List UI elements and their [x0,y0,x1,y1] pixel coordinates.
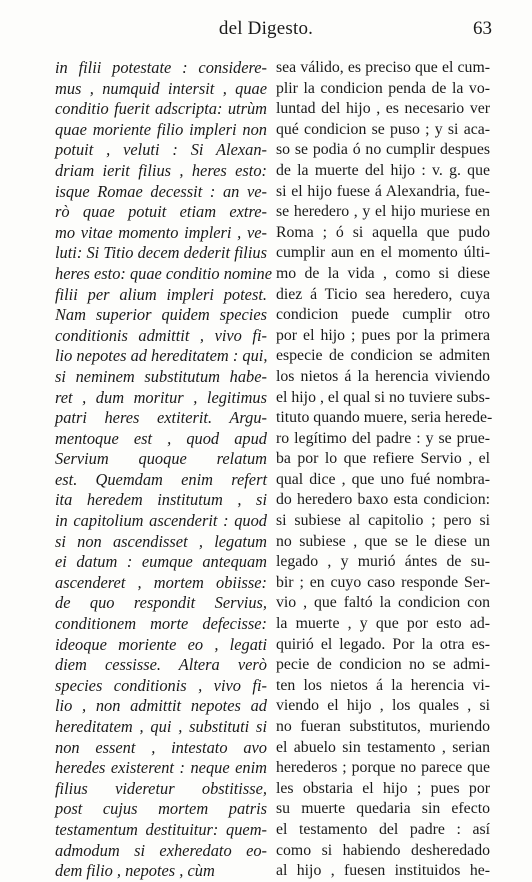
text-line: si subiese al capitolio ; pero si [276,512,490,530]
text-line: si el hijo fuese á Alexandria, fue- [276,182,490,200]
text-line: cumplir aun en el momento últi- [276,244,490,262]
text-line: in filii potestate : considere- [55,58,267,77]
text-line: isque Romae decessit : an ve- [55,181,267,201]
text-line: mo de la vida , como si diese [276,264,490,282]
text-line: mo vitae momento impleri , ve- [55,222,267,242]
text-line: ten los nietos á la herencia vi- [276,676,490,694]
text-line: quae moriente filio impleri non [55,119,267,139]
text-line: como si habiendo desheredado [276,841,490,859]
text-line: luti: Si Titio decem dederit filius [55,243,267,263]
page-header [0,18,532,44]
running-head: del Digesto. [218,18,314,39]
text-line: ba por lo que refiere Servio , el [276,450,490,468]
text-line: conditionem morte defecisse: [55,614,267,634]
text-line: los nietos á la herencia viviendo [276,367,490,385]
text-line: conditionis admittit , vivo fi- [55,325,267,345]
text-line: plir la condicion penda de la vo- [276,79,490,97]
text-line: pecie de condicion no se admi- [276,656,490,674]
text-line: dem filio , nepotes , cùm [55,861,215,881]
text-line: si neminem substitutum habe- [55,366,267,386]
text-line: lio nepotes ad hereditatem : qui, [55,346,268,366]
text-line: mus , numquid intersit , quae [55,78,267,98]
text-line: por el hijo ; pues por la primera [276,326,490,344]
text-line: qué condicion se puso ; y si aca- [276,120,490,138]
text-line: herederos ; porque no parece que [276,759,490,777]
text-line: sea válido, es preciso que el cum- [276,59,490,76]
text-line: heres esto: quae conditio nomine [55,263,272,283]
text-line: luntad del hijo , es necesario ver [276,100,490,118]
text-line: ideoque moriente eo , legati [55,634,267,654]
text-line: no fueran substitutos, muriendo [276,718,490,735]
text-line: species conditionis , vivo fi- [55,675,267,695]
text-line: do heredero baxo esta condicion: [276,491,490,509]
text-line: ita heredem institutum , si [55,490,267,510]
text-line: condicion puede cumplir otro [276,306,490,324]
text-line: especie de condicion se admiten [276,347,490,365]
text-line: conditio fuerit adscripta: utrùm [55,99,267,119]
spanish-column [276,58,493,880]
text-line: testamentum destituitur: quem- [55,819,267,839]
text-line: potuit , veluti : Si Alexan- [55,140,267,160]
text-line: post cujus mortem patris [55,799,267,819]
text-line: Nam superior quidem species [55,305,267,325]
text-line: in capitolium ascenderit : quod [55,511,267,531]
text-line: ro legítimo del padre : y se prue- [276,429,490,447]
text-line: viendo el hijo , los quales , si [276,697,490,715]
latin-column [55,58,272,881]
text-line: tituto quando muere, seria herede- [276,409,493,427]
page-number: 63 [473,18,492,39]
text-line: Servium quoque relatum [55,449,267,469]
text-line: ei datum : eumque antequam [55,552,267,572]
text-line: mentoque est , quod apud [55,428,267,448]
text-line: les obstaria el hijo ; pues por [276,779,490,797]
text-line: filii per alium impleri potest. [55,284,267,304]
text-line: hereditatem , qui , substituti si [55,717,267,736]
text-line: rò quae potuit etiam extre- [55,202,267,222]
text-line: ret , dum moritur , legitimus [55,387,267,407]
text-line: no subiese , que se le diese un [276,532,490,550]
text-line: admodum si exheredato eo- [55,840,267,860]
text-line: lio , non admittit nepotes ad [55,696,267,716]
text-line: filius videretur obstitisse, [55,778,267,798]
text-line: su muerte quedaria sin efecto [276,800,490,818]
text-line: el hijo , el qual si no tuviere subs- [276,388,490,406]
text-line: el abuelo sin testamento , serian [276,738,490,756]
text-line: patri heres extiterit. Argu- [55,408,267,428]
text-line: est. Quemdam enim refert [55,469,267,489]
text-line: legado , y murió ántes de su- [276,553,490,571]
text-line: si non ascendisset , legatum [55,531,267,551]
text-line: el testamento del padre : así [276,820,490,838]
text-line: so se podia ó no cumplir despues [276,141,490,159]
text-line: diem cessisse. Altera verò [55,655,267,675]
text-line: vio , que faltó la condicion con [276,594,490,612]
text-line: qual dice , que uno fué nombra- [276,470,490,488]
text-line: quirió el legado. Por la otra es- [276,635,490,653]
text-line: driam ierit filius , heres esto: [55,160,267,180]
text-line: de quo respondit Servius, [55,593,267,613]
text-line: bir ; en cuyo caso responde Ser- [276,573,490,591]
text-line: al hijo , fuesen instituidos he- [276,862,490,880]
text-line: heredes existerent : neque enim [55,758,267,778]
text-line: la muerte , y que por esto ad- [276,615,490,633]
text-line: diez á Ticio sea heredero, cuya [276,285,490,303]
text-line: de la muerte del hijo : v. g. que [276,161,490,179]
text-line: ascenderet , mortem obiisse: [55,572,267,592]
text-line: se heredero , y el hijo muriese en [276,203,490,221]
text-line: non essent , intestato avo [55,737,267,757]
text-line: Roma ; ó si aquella que pudo [276,223,490,241]
